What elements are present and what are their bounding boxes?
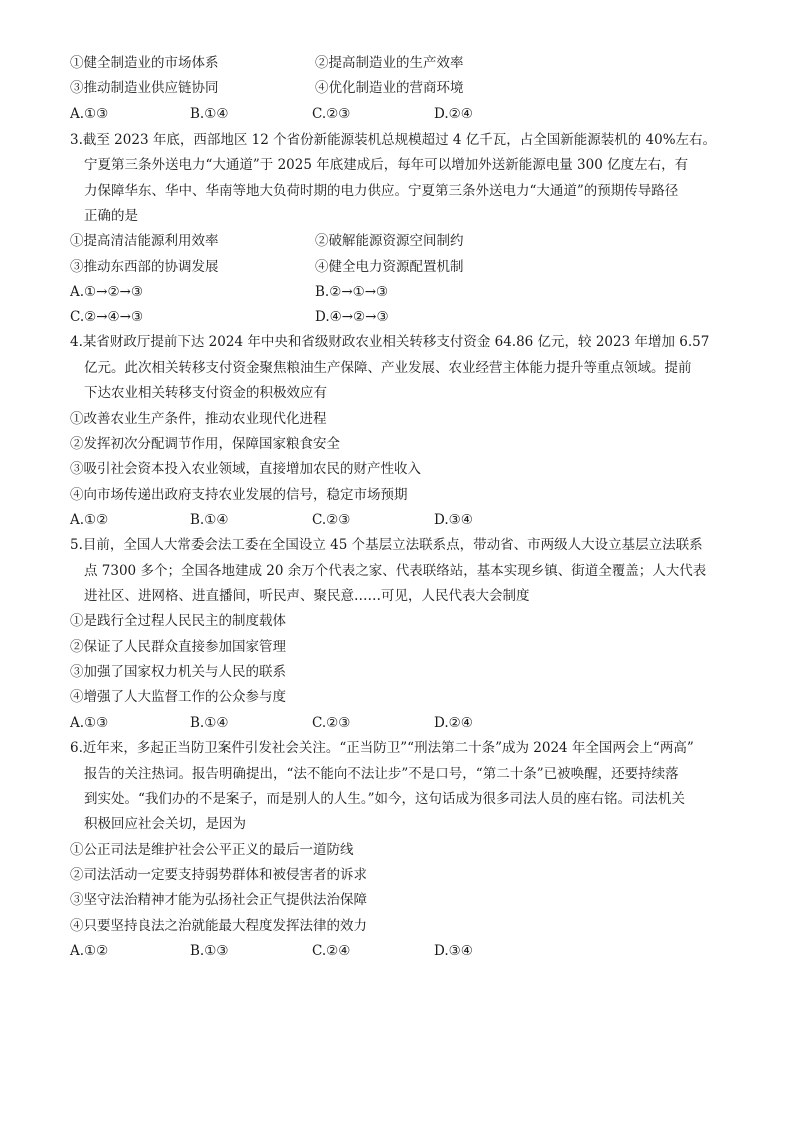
q6-stem-line-4: 积极回应社会关切，是因为: [84, 816, 246, 832]
q4-stem-line-2: 亿元。此次相关转移支付资金聚焦粮油生产保障、产业发展、农业经营主体能力提升等重点领域。提前: [84, 360, 692, 376]
q5-statement-3: ③加强了国家权力机关与人民的联系: [70, 664, 286, 680]
q5-option-c: C.②③: [312, 715, 351, 731]
q4-option-d: D.③④: [434, 512, 473, 528]
q4-stem-line-1: 4.某省财政厅提前下达 2024 年中央和省级财政农业相关转移支付资金 64.86 亿元，较 2023 年增加 6.57: [70, 334, 710, 350]
q3-option-c: C.②→④→③: [70, 309, 144, 325]
q3-option-d: D.④→②→③: [315, 309, 389, 325]
q6-statement-3: ③坚守法治精神才能为弘扬社会正气提供法治保障: [70, 892, 367, 908]
q3-option-b: B.②→①→③: [315, 284, 389, 300]
q5-option-b: B.①④: [190, 715, 229, 731]
q5-statement-2: ②保证了人民群众直接参加国家管理: [70, 639, 286, 655]
q4-statement-2: ②发挥初次分配调节作用，保障国家粮食安全: [70, 436, 340, 452]
q4-statement-4: ④向市场传递出政府支持农业发展的信号，稳定市场预期: [70, 487, 408, 503]
q4-option-b: B.①④: [190, 512, 229, 528]
q6-option-c: C.②④: [312, 943, 351, 959]
q6-option-b: B.①③: [190, 943, 229, 959]
q4-statement-1: ①改善农业生产条件，推动农业现代化进程: [70, 411, 327, 427]
q6-stem-line-1: 6.近年来，多起正当防卫案件引发社会关注。“正当防卫”“刑法第二十条”成为 2024 年全国两会上“两高”: [70, 740, 694, 756]
q2-statement-4: ④优化制造业的营商环境: [315, 80, 464, 96]
q6-stem-line-3: 到实处。“我们办的不是案子，而是别人的人生。”如今，这句话成为很多司法人员的座右铭。司法机关: [84, 791, 686, 807]
q3-stem-line-4: 正确的是: [84, 208, 138, 224]
q3-stem-line-2: 宁夏第三条外送电力“大通道”于 2025 年底建成后，每年可以增加外送新能源电量 300 亿度左右，有: [84, 157, 689, 173]
q5-statement-1: ①是践行全过程人民民主的制度载体: [70, 613, 286, 629]
q4-option-c: C.②③: [312, 512, 351, 528]
q4-statement-3: ③吸引社会资本投入农业领域，直接增加农民的财产性收入: [70, 461, 421, 477]
q2-statement-1: ①健全制造业的市场体系: [70, 55, 219, 71]
q4-stem-line-3: 下达农业相关转移支付资金的积极效应有: [84, 385, 327, 401]
q3-stem-line-3: 力保障华东、华中、华南等地大负荷时期的电力供应。宁夏第三条外送电力“大通道”的预期传导路径: [84, 183, 679, 199]
q5-stem-line-3: 进社区、进网格、进直播间，听民声、聚民意……可见，人民代表大会制度: [84, 588, 530, 604]
q5-statement-4: ④增强了人大监督工作的公众参与度: [70, 689, 286, 705]
q2-statement-2: ②提高制造业的生产效率: [315, 55, 464, 71]
q5-stem-line-2: 点 7300 多个；全国各地建成 20 余万个代表之家、代表联络站，基本实现乡镇、街道全覆盖；人大代表: [84, 563, 707, 579]
q5-stem-line-1: 5.目前，全国人大常委会法工委在全国设立 45 个基层立法联系点，带动省、市两级人大设立基层立法联系: [70, 537, 703, 553]
q5-option-a: A.①③: [70, 715, 109, 731]
q5-option-d: D.②④: [434, 715, 473, 731]
q3-statement-1: ①提高清洁能源利用效率: [70, 233, 219, 249]
q2-option-d: D.②④: [434, 106, 473, 122]
q2-statement-3: ③推动制造业供应链协同: [70, 80, 219, 96]
q3-statement-3: ③推动东西部的协调发展: [70, 259, 219, 275]
q6-option-d: D.③④: [434, 943, 473, 959]
q3-option-a: A.①→②→③: [70, 284, 143, 300]
q3-stem-line-1: 3.截至 2023 年底，西部地区 12 个省份新能源装机总规模超过 4 亿千瓦，占全国新能源装机的 40%左右。: [70, 132, 717, 148]
q2-option-a: A.①③: [70, 106, 109, 122]
q6-statement-1: ①公正司法是维护社会公平正义的最后一道防线: [70, 842, 354, 858]
q2-option-c: C.②③: [312, 106, 351, 122]
q4-option-a: A.①②: [70, 512, 109, 528]
q3-statement-4: ④健全电力资源配置机制: [315, 259, 464, 275]
q2-option-b: B.①④: [190, 106, 229, 122]
q6-stem-line-2: 报告的关注热词。报告明确提出，“法不能向不法让步”不是口号，“第二十条”已被唤醒，还要持续落: [84, 766, 679, 782]
q6-statement-4: ④只要坚持良法之治就能最大程度发挥法律的效力: [70, 918, 367, 934]
q6-statement-2: ②司法活动一定要支持弱势群体和被侵害者的诉求: [70, 867, 367, 883]
q6-option-a: A.①②: [70, 943, 109, 959]
q3-statement-2: ②破解能源资源空间制约: [315, 233, 464, 249]
